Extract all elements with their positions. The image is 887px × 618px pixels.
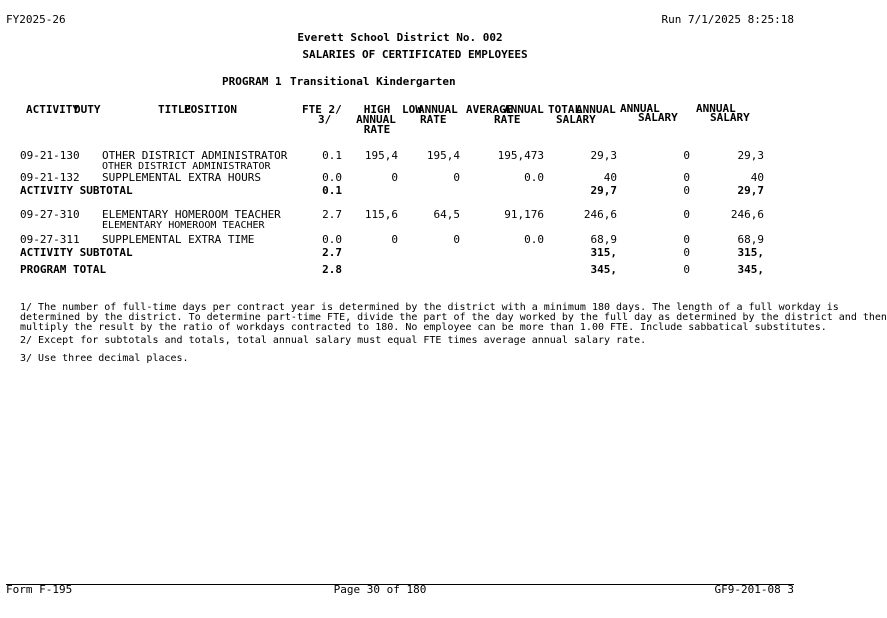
- salary-col-2: 0: [683, 149, 690, 162]
- salary-col-2: 0: [683, 208, 690, 221]
- low-rate: 0: [453, 171, 460, 184]
- fiscal-year: FY2025-26: [6, 13, 66, 26]
- col-s3-2: SALARY: [710, 111, 750, 124]
- col-low-3: RATE: [420, 113, 447, 126]
- note-2: 2/ Except for subtotals and totals, total annual salary must equal FTE times average annual salary rate.: [20, 335, 647, 346]
- duty-description: OTHER DISTRICT ADMINISTRATOR: [102, 149, 288, 162]
- total-salary: 345,: [590, 263, 617, 276]
- col-s2-2: SALARY: [638, 111, 678, 124]
- district-name: Everett School District No. 002: [297, 31, 503, 44]
- fte-value: 0.1: [322, 149, 342, 162]
- col-title: TITLE: [158, 103, 192, 116]
- col-low-1: LOW: [402, 103, 422, 116]
- salary-col-3: 40: [750, 171, 764, 184]
- activity-code: 09-21-130: [20, 149, 80, 162]
- col-high-2: ANNUAL: [356, 113, 396, 126]
- col-fte: FTE 2/: [302, 103, 342, 116]
- low-rate: 64,5: [433, 208, 460, 221]
- note-3: 3/ Use three decimal places.: [20, 353, 189, 364]
- form-number: Form F-195: [6, 583, 73, 596]
- activity-code: 09-27-311: [20, 233, 80, 246]
- avg-rate: 91,176: [504, 208, 544, 221]
- salary-col-3: 29,7: [737, 184, 764, 197]
- program-label: PROGRAM 1: [222, 75, 282, 88]
- low-rate: 0: [453, 233, 460, 246]
- subtotal-label: ACTIVITY SUBTOTAL: [20, 184, 133, 197]
- activity-code: 09-27-310: [20, 208, 80, 221]
- report-code: GF9-201-08 3: [714, 583, 794, 596]
- high-rate: 0: [391, 171, 398, 184]
- col-avg-3: RATE: [494, 113, 521, 126]
- fte-value: 2.8: [322, 263, 342, 276]
- duty-description: SUPPLEMENTAL EXTRA HOURS: [102, 171, 261, 184]
- salary-col-2: 0: [683, 171, 690, 184]
- note-1-cont-2: multiply the result by the ratio of workdays contracted to 180. No employee can be more than 1.00 FTE. Include sabbatical substitutes.: [20, 322, 827, 333]
- col-total-2: ANNUAL: [576, 103, 616, 116]
- col-high-3: RATE: [363, 123, 391, 136]
- duty-description-secondary: ELEMENTARY HOMEROOM TEACHER: [102, 220, 265, 231]
- total-salary: 29,7: [590, 184, 617, 197]
- avg-rate: 195,473: [497, 149, 544, 162]
- high-rate: 0: [391, 233, 398, 246]
- avg-rate: 0.0: [524, 171, 544, 184]
- note-1-cont-1: determined by the district. To determine part-time FTE, divide the part of the day worked by the full day as determined by the district and then: [20, 312, 887, 323]
- col-avg-2: ANNUAL: [504, 103, 544, 116]
- subtotal-label: ACTIVITY SUBTOTAL: [20, 246, 133, 259]
- duty-description-secondary: OTHER DISTRICT ADMINISTRATOR: [102, 161, 271, 172]
- salary-col-2: 0: [683, 184, 690, 197]
- duty-description: ELEMENTARY HOMEROOM TEACHER: [102, 208, 281, 221]
- total-salary: 315,: [590, 246, 617, 259]
- page-number: Page 30 of 180: [333, 583, 427, 596]
- high-rate: 195,4: [364, 149, 398, 162]
- salary-col-3: 345,: [737, 263, 764, 276]
- col-total-1: TOTAL: [548, 103, 582, 116]
- high-rate: 115,6: [364, 208, 398, 221]
- run-timestamp: Run 7/1/2025 8:25:18: [661, 13, 794, 26]
- salary-col-2: 0: [683, 233, 690, 246]
- avg-rate: 0.0: [524, 233, 544, 246]
- salary-col-3: 315,: [737, 246, 764, 259]
- fte-value: 0.0: [322, 171, 342, 184]
- low-rate: 195,4: [426, 149, 460, 162]
- program-name: Transitional Kindergarten: [290, 75, 456, 88]
- fte-value: 2.7: [322, 246, 342, 259]
- fte-value: 0.0: [322, 233, 342, 246]
- col-s2-1: ANNUAL: [620, 102, 660, 115]
- total-salary: 40: [603, 171, 617, 184]
- col-total-3: SALARY: [556, 113, 596, 126]
- col-fte-note: 3/: [318, 113, 332, 126]
- salary-col-3: 246,6: [730, 208, 764, 221]
- salary-col-3: 68,9: [737, 233, 764, 246]
- salary-col-3: 29,3: [737, 149, 764, 162]
- col-avg-1: AVERAGE: [466, 103, 513, 116]
- report-title: SALARIES OF CERTIFICATED EMPLOYEES: [302, 48, 528, 61]
- activity-code: 09-21-132: [20, 171, 80, 184]
- salary-col-2: 0: [683, 246, 690, 259]
- col-position: POSITION: [184, 103, 237, 116]
- note-1: 1/ The number of full-time days per contract year is determined by the district with a minimum 180 days. The length of a full workday is: [20, 302, 839, 313]
- fte-value: 0.1: [322, 184, 342, 197]
- total-salary: 246,6: [583, 208, 617, 221]
- subtotal-label: PROGRAM TOTAL: [20, 263, 107, 276]
- total-salary: 29,3: [590, 149, 617, 162]
- col-duty: DUTY: [74, 103, 101, 116]
- salary-col-2: 0: [683, 263, 690, 276]
- fte-value: 2.7: [322, 208, 342, 221]
- col-low-2: ANNUAL: [418, 103, 458, 116]
- total-salary: 68,9: [590, 233, 617, 246]
- col-activity: ACTIVITY: [26, 103, 79, 116]
- col-s3-1: ANNUAL: [696, 102, 736, 115]
- col-high-1: HIGH: [363, 103, 391, 116]
- duty-description: SUPPLEMENTAL EXTRA TIME: [102, 233, 255, 246]
